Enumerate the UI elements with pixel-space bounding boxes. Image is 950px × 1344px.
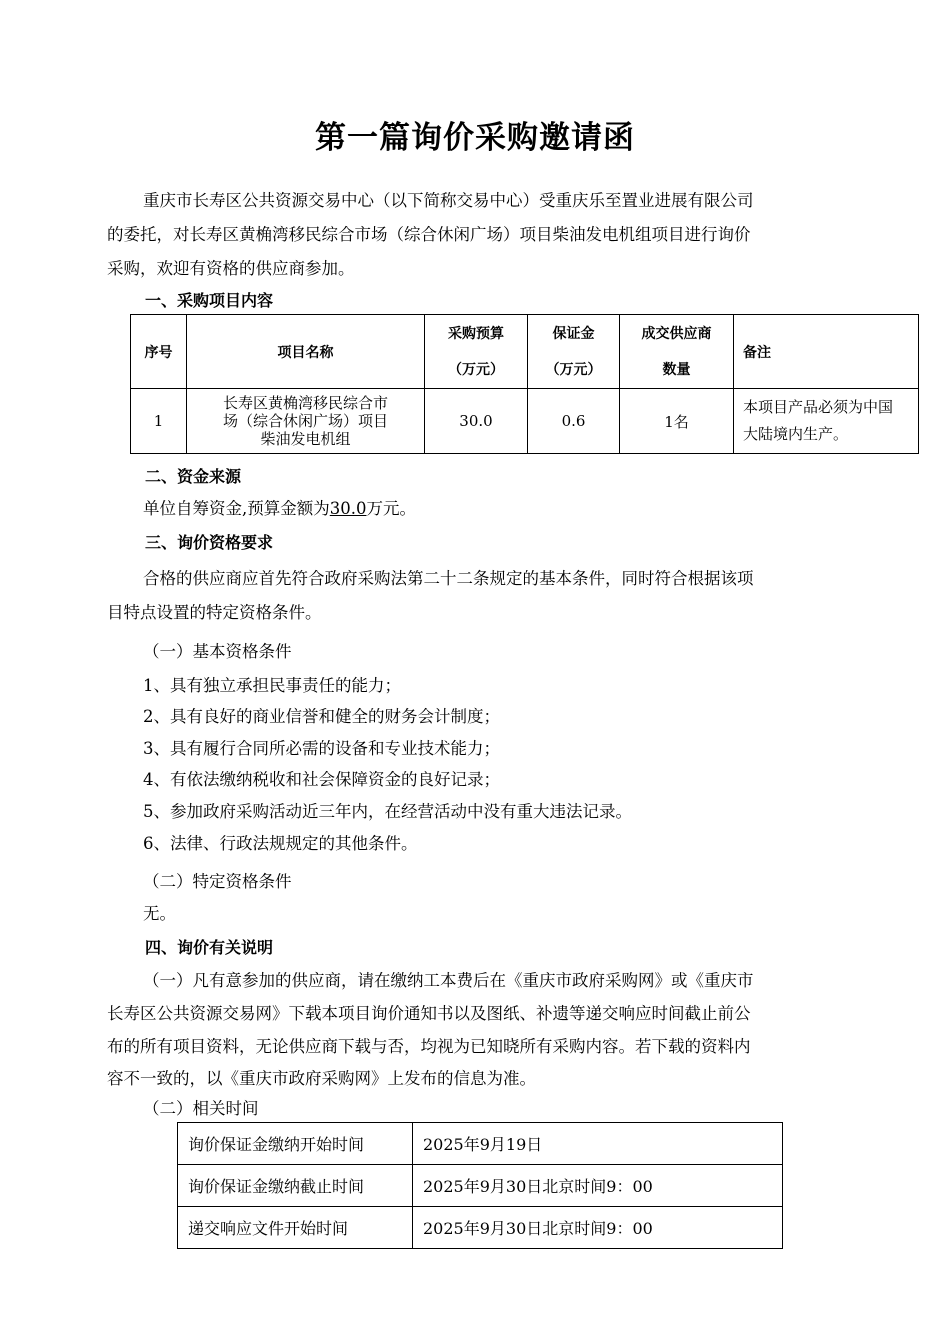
list-item: 6、法律、行政法规规定的其他条件。 (143, 834, 418, 853)
section4-heading: 四、询价有关说明 (145, 938, 274, 957)
schedule-table (177, 1122, 783, 1249)
procurement-table (130, 314, 919, 454)
schedule-label: 询价保证金缴纳截止时间 (178, 1165, 413, 1207)
table-row (178, 1123, 783, 1165)
list-item: 4、有依法缴纳税收和社会保障资金的良好记录； (143, 770, 500, 789)
qualification-para-line1: 合格的供应商应首先符合政府采购法第二十二条规定的基本条件，同时符合根据该项 (143, 569, 754, 588)
cell-remark (734, 389, 919, 454)
basic-qualification-heading: （一）基本资格条件 (143, 642, 292, 661)
cell-seq: 1 (131, 389, 187, 454)
funding-text (143, 498, 416, 520)
list-item: 5、参加政府采购活动近三年内，在经营活动中没有重大违法记录。 (143, 802, 632, 821)
remark-line1: 本项目产品必须为中国 (743, 398, 894, 416)
section3-heading: 三、询价资格要求 (145, 533, 274, 552)
header-budget-line1: 采购预算 (448, 325, 504, 342)
schedule-label: 递交响应文件开始时间 (178, 1207, 413, 1249)
table-row (178, 1207, 783, 1249)
project-name-line2: 场（综合休闲广场）项目 (222, 412, 388, 430)
specific-qualification-text: 无。 (143, 904, 176, 923)
qualification-para-line2: 目特点设置的特定资格条件。 (107, 603, 322, 622)
intro-line-3: 采购，欢迎有资格的供应商参加。 (107, 259, 355, 278)
header-budget (425, 315, 528, 389)
cell-deposit: 0.6 (528, 389, 620, 454)
section2-heading: 二、资金来源 (145, 467, 242, 486)
schedule-label: 询价保证金缴纳开始时间 (178, 1123, 413, 1165)
cell-budget: 30.0 (425, 389, 528, 454)
header-deposit (528, 315, 620, 389)
table-row (131, 389, 919, 454)
intro-line-1: 重庆市长寿区公共资源交易中心（以下简称交易中心）受重庆乐至置业进展有限公司 (143, 191, 754, 210)
header-project-name: 项目名称 (187, 315, 425, 389)
header-seq: 序号 (131, 315, 187, 389)
project-name-line3: 柴油发电机组 (260, 430, 351, 448)
table-header-row (131, 315, 919, 389)
funding-text-pre: 单位自筹资金,预算金额为 (143, 499, 330, 518)
remark-line2: 大陆境内生产。 (743, 425, 849, 443)
header-deposit-line1: 保证金 (552, 325, 595, 342)
notes-para-line4: 容不一致的，以《重庆市政府采购网》上发布的信息为准。 (107, 1069, 536, 1088)
header-suppliers-line1: 成交供应商 (641, 325, 712, 342)
list-item: 2、具有良好的商业信誉和健全的财务会计制度； (143, 707, 500, 726)
cell-project-name (187, 389, 425, 454)
list-item: 1、具有独立承担民事责任的能力； (143, 676, 401, 695)
header-budget-line2: （万元） (448, 361, 504, 378)
cell-suppliers: 1名 (620, 389, 734, 454)
notes-para-line2: 长寿区公共资源交易网》下载本项目询价通知书以及图纸、补遗等递交响应时间截止前公 (107, 1004, 751, 1023)
project-name-line1: 长寿区黄桷湾移民综合市 (222, 394, 388, 412)
list-item: 3、具有履行合同所必需的设备和专业技术能力； (143, 739, 500, 758)
schedule-value: 2025年9月30日北京时间9：00 (413, 1165, 783, 1207)
header-remark: 备注 (734, 315, 919, 389)
notes-para-line3: 布的所有项目资料，无论供应商下载与否，均视为已知晓所有采购内容。若下载的资料内 (107, 1037, 751, 1056)
header-suppliers-line2: 数量 (662, 361, 691, 378)
schedule-value: 2025年9月30日北京时间9：00 (413, 1207, 783, 1249)
section1-heading: 一、采购项目内容 (145, 291, 274, 310)
budget-amount: 30.0 (329, 499, 367, 518)
intro-line-2: 的委托，对长寿区黄桷湾移民综合市场（综合休闲广场）项目柴油发电机组项目进行询价 (107, 225, 751, 244)
funding-text-post: 万元。 (366, 499, 416, 518)
schedule-value: 2025年9月19日 (413, 1123, 783, 1165)
specific-qualification-heading: （二）特定资格条件 (143, 872, 292, 891)
header-deposit-line2: （万元） (545, 361, 602, 378)
header-suppliers (620, 315, 734, 389)
time-heading: （二）相关时间 (143, 1099, 259, 1118)
page-title: 第一篇询价采购邀请函 (315, 120, 635, 156)
table-row (178, 1165, 783, 1207)
notes-para-line1: （一）凡有意参加的供应商，请在缴纳工本费后在《重庆市政府采购网》或《重庆市 (143, 971, 754, 990)
